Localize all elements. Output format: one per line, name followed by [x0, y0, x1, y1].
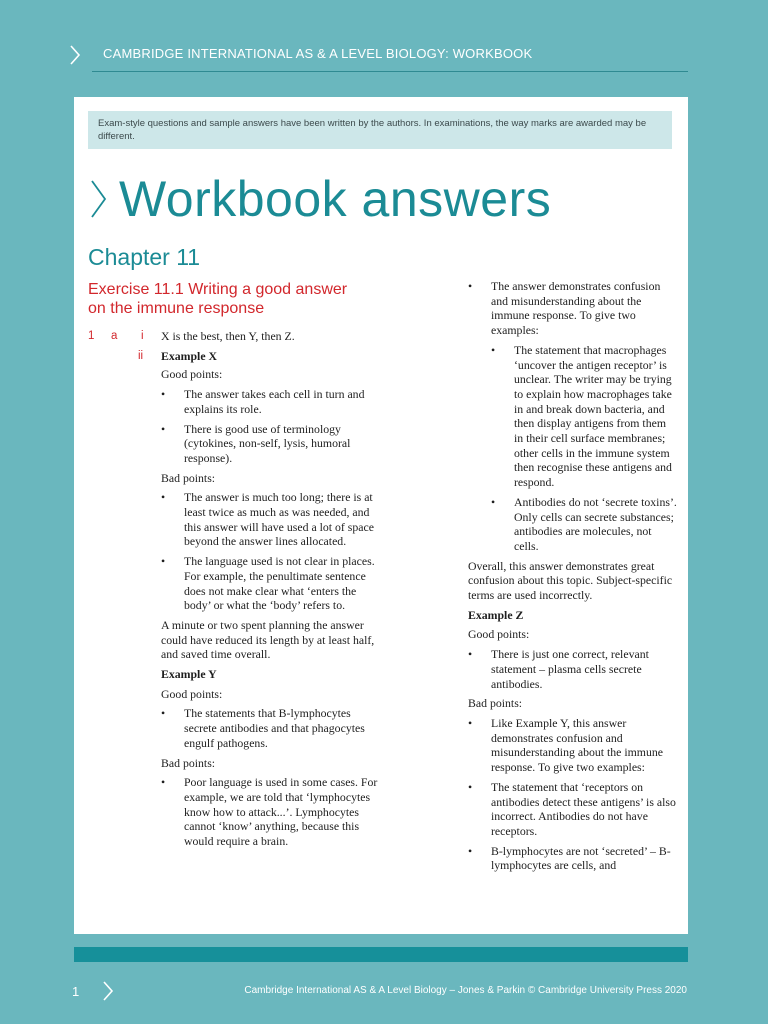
- bullet: •: [468, 715, 473, 730]
- page-content: [74, 97, 688, 934]
- list-item-text: Antibodies do not ‘secrete toxins’. Only cells can secrete substances; antibodies are molecules, not cells.: [514, 494, 677, 553]
- bad-points-label: Bad points:: [161, 755, 216, 770]
- chevron-right-icon: [101, 980, 115, 1002]
- list-item: [468, 647, 678, 691]
- footer-copyright: Cambridge International AS & A Level Biology – Jones & Parkin © Cambridge University Press 2020: [244, 985, 687, 996]
- bullet: •: [161, 421, 166, 436]
- chevron-right-icon: [89, 178, 109, 220]
- bullet: •: [161, 387, 166, 402]
- good-points-label: Good points:: [468, 627, 530, 642]
- list-item-text: B-lymphocytes are not ‘secreted’ – B-lymphocytes are cells, and: [491, 843, 671, 873]
- bad-points-label: Bad points:: [468, 696, 523, 711]
- list-item: [468, 780, 678, 839]
- chevron-right-icon: [68, 44, 82, 66]
- list-item-text: Poor language is used in some cases. For example, we are told that ‘lymphocytes know how to attack...’. Lymphocytes cannot ‘know’ anything, because this would require a brain.: [184, 775, 378, 849]
- left-column: [88, 329, 378, 854]
- page-number: 1: [72, 984, 80, 999]
- summary-paragraph: A minute or two spent planning the answer could have reduced its length by at least half, and saved time overall.: [161, 617, 375, 662]
- list-item-text: The statement that ‘receptors on antibodies detect these antigens’ is also incorrect. Antibodies do not have receptors.: [491, 779, 676, 838]
- example-x-heading: [88, 349, 378, 364]
- bullet: •: [468, 647, 473, 662]
- list-item: [88, 490, 378, 549]
- bullet: •: [161, 554, 166, 569]
- right-column: [468, 279, 678, 878]
- question-subpart-i: i: [141, 330, 144, 342]
- bad-points-label: Bad points:: [161, 470, 216, 485]
- list-item: [88, 387, 378, 416]
- bottom-bar: [74, 947, 688, 962]
- header-divider: [92, 71, 688, 72]
- answer-text: X is the best, then Y, then Z.: [161, 329, 295, 343]
- list-item-text: Like Example Y, this answer demonstrates confusion and misunderstanding about the immune response. To give two examples:: [491, 715, 664, 775]
- list-item: [88, 554, 378, 613]
- good-points-label: Good points:: [161, 367, 223, 382]
- good-points-label: Good points:: [161, 686, 223, 701]
- sub-list-item: [468, 495, 678, 554]
- exercise-heading: Exercise 11.1 Writing a good answer on the immune response: [88, 281, 348, 317]
- bullet: •: [491, 342, 496, 357]
- disclaimer-box: Exam-style questions and sample answers have been written by the authors. In examinations, the way marks are awarded may be different.: [88, 111, 672, 149]
- example-y-heading: Example Y: [161, 667, 217, 682]
- list-item-text: The answer is much too long; there is at least twice as much as was needed, and this answer will have used a lot of space beyond the answer lines allocated.: [184, 490, 375, 549]
- list-item-text: The statements that B-lymphocytes secrete antibodies and that phagocytes engulf pathogens.: [184, 706, 365, 750]
- list-item: [88, 422, 378, 466]
- bullet: •: [468, 843, 473, 858]
- list-item-text: The answer demonstrates confusion and misunderstanding about the immune response. To give two examples:: [491, 279, 661, 338]
- bullet: •: [161, 775, 166, 790]
- page-title: [89, 167, 551, 231]
- summary-paragraph: Overall, this answer demonstrates great confusion about this topic. Subject-specific terms are used incorrectly.: [468, 558, 673, 603]
- list-item: [468, 844, 678, 873]
- bullet: •: [161, 490, 166, 505]
- example-z-heading: Example Z: [468, 607, 524, 622]
- list-item: [88, 706, 378, 750]
- bullet: •: [491, 494, 496, 509]
- list-item: [88, 775, 378, 849]
- title-text: Workbook answers: [119, 171, 552, 227]
- bullet: •: [468, 779, 473, 794]
- list-item: [468, 279, 678, 338]
- list-item-text: The statement that macrophages ‘uncover the antigen receptor’ is unclear. The writer may be trying to explain how macrophages take in and break down bacteria, and then display antigens from them in their cell surface membranes; other cells in the immune system then recognise these antigens and respond.: [514, 342, 672, 490]
- bullet: •: [161, 706, 166, 721]
- list-item-text: There is good use of terminology (cytokines, non-self, lysis, humoral response).: [184, 421, 351, 465]
- header-title: CAMBRIDGE INTERNATIONAL AS & A LEVEL BIOLOGY: WORKBOOK: [103, 46, 533, 61]
- bullet: •: [468, 279, 473, 293]
- question-subpart-ii: ii: [138, 349, 144, 362]
- example-x-title: Example X: [161, 348, 218, 363]
- sub-list-item: [468, 343, 678, 490]
- list-item: [468, 716, 678, 775]
- chapter-heading: Chapter 11: [88, 244, 201, 270]
- answer-line: [88, 329, 378, 344]
- list-item-text: The answer takes each cell in turn and explains its role.: [184, 387, 365, 416]
- list-item-text: There is just one correct, relevant statement – plasma cells secrete antibodies.: [491, 647, 649, 691]
- question-part: a: [111, 330, 118, 342]
- list-item-text: The language used is not clear in places. For example, the penultimate sentence does not make clear what ‘enters the body’ or what the ‘body’ refers to.: [184, 554, 375, 613]
- question-number: 1: [88, 330, 95, 342]
